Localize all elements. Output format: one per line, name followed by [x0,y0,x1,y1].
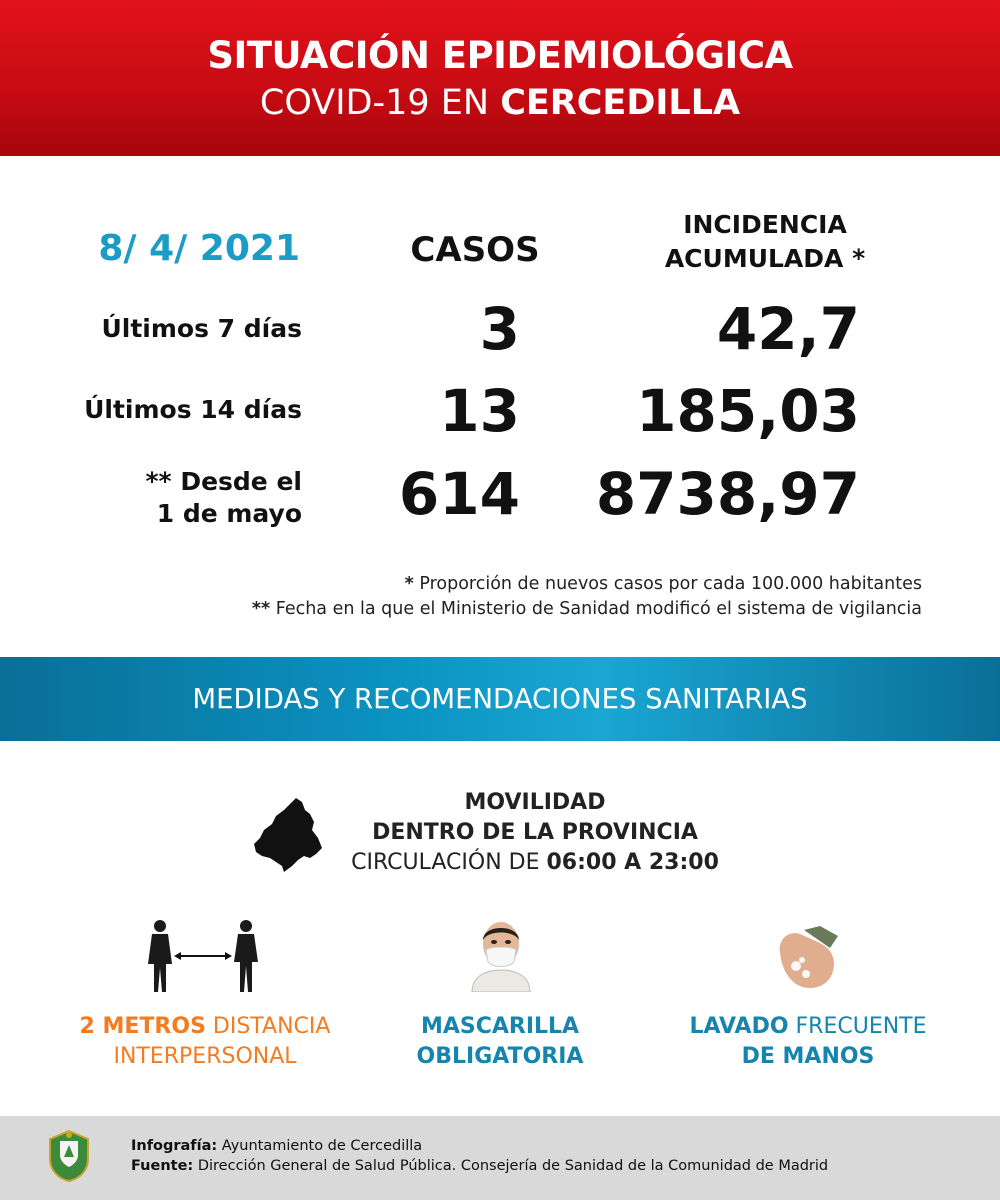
town-crest-icon [44,1129,94,1183]
footnote-incidence: * Proporción de nuevos casos por cada 100.000 habitantes [404,574,922,594]
mask-recommendation: MASCARILLA OBLIGATORIA [416,1014,584,1069]
column-header-incidence: INCIDENCIA ACUMULADA * [664,210,866,273]
header-banner [0,0,1000,156]
madrid-map-icon [252,796,324,872]
cases-7-days: 3 [479,295,520,363]
row-label-since-may: ** Desde el 1 de mayo [145,467,302,528]
cases-14-days: 13 [439,377,520,445]
row-label-7-days: Últimos 7 días [101,314,302,343]
hand-wash-recommendation: LAVADO FRECUENTE DE MANOS [689,1014,927,1069]
mobility-scope: DENTRO DE LA PROVINCIA [372,820,698,845]
social-distance-icon [146,918,264,994]
footnote-date: ** Fecha en la que el Ministerio de Sanidad modificó el sistema de vigilancia [251,599,922,619]
source-line: Fuente: Dirección General de Salud Pública. Consejería de Sanidad de la Comunidad de Madrid [131,1158,829,1174]
cases-since-may: 614 [398,460,520,528]
report-date: 8/ 4/ 2021 [98,228,300,269]
incidence-since-may: 8738,97 [595,460,860,528]
page-subtitle: COVID-19 EN CERCEDILLA [259,83,741,123]
distance-recommendation: 2 METROS DISTANCIA INTERPERSONAL [79,1014,331,1069]
column-header-cases: CASOS [410,230,540,270]
incidence-7-days: 42,7 [716,295,860,363]
mobility-title: MOVILIDAD [464,790,606,815]
hand-washing-icon [774,922,840,992]
town-name: CERCEDILLA [500,83,741,123]
row-label-14-days: Últimos 14 días [84,395,302,424]
credit-line: Infografía: Ayuntamiento de Cercedilla [131,1138,423,1154]
incidence-14-days: 185,03 [636,377,860,445]
measures-banner: MEDIDAS Y RECOMENDACIONES SANITARIAS [0,657,1000,741]
mobility-hours: CIRCULACIÓN DE 06:00 A 23:00 [351,850,719,875]
mask-person-icon [462,920,540,992]
mobility-info [330,788,740,878]
page-title: SITUACIÓN EPIDEMIOLÓGICA [207,34,793,77]
